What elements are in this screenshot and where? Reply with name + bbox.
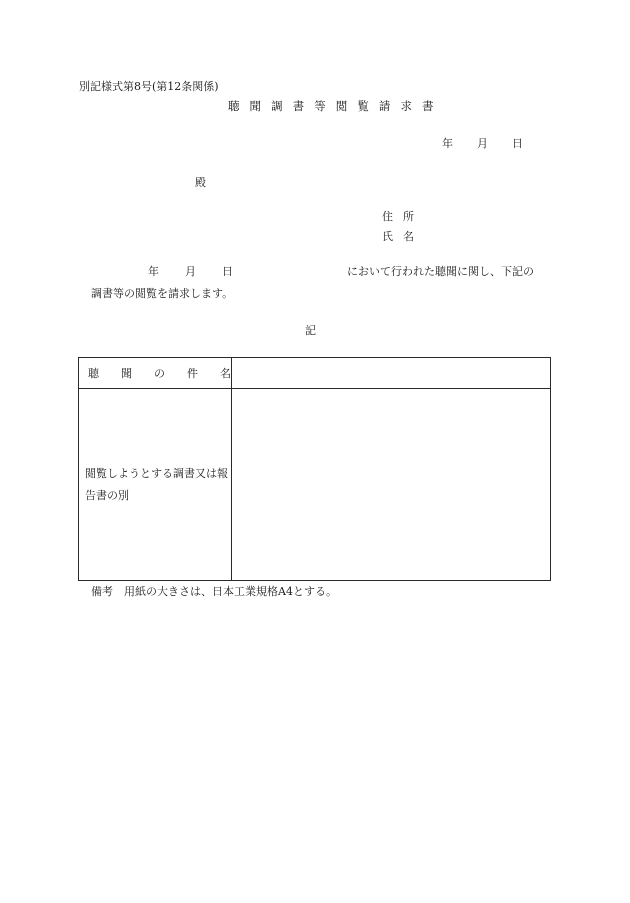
case-name-label-char-5: 名 <box>220 367 231 380</box>
address-label <box>382 211 414 222</box>
name-label-char-2: 名 <box>403 230 414 243</box>
address-label-char-1: 住 <box>382 210 393 223</box>
kind-label-cell <box>79 389 232 581</box>
case-name-label-cell <box>79 358 232 389</box>
year-label: 年 <box>442 137 453 150</box>
case-name-label-char-4: 件 <box>187 367 198 380</box>
remark-note: 備考 用紙の大きさは、日本工業規格A4とする。 <box>91 585 337 598</box>
body-line-2: 調書等の閲覧を請求します。 <box>91 287 234 300</box>
case-name-label-char-1: 聴 <box>88 367 99 380</box>
case-name-label <box>79 365 231 381</box>
case-name-label-char-3: の <box>154 367 165 380</box>
table-row <box>79 389 551 581</box>
case-name-field[interactable] <box>232 358 551 389</box>
kind-label: 閲覧しようとする調書又は報告書の別 <box>85 466 228 502</box>
body-line-1-text: において行われた聴聞に関し、下記の <box>347 265 534 278</box>
hearing-day-label: 日 <box>222 265 233 278</box>
request-date <box>442 138 523 149</box>
kind-field[interactable] <box>232 389 551 581</box>
addressee-honorific: 殿 <box>195 176 206 189</box>
hearing-month-label: 月 <box>185 265 196 278</box>
form-number: 別記様式第8号(第12条関係) <box>79 80 219 93</box>
case-name-label-char-2: 聞 <box>121 367 132 380</box>
hearing-year-label: 年 <box>148 265 159 278</box>
document-title: 聴 聞 調 書 等 閲 覧 請 求 書 <box>228 99 437 113</box>
ki-heading: 記 <box>305 324 316 337</box>
name-label <box>382 231 414 242</box>
request-table <box>78 357 551 581</box>
address-label-char-2: 所 <box>403 210 414 223</box>
day-label: 日 <box>512 137 523 150</box>
name-label-char-1: 氏 <box>382 230 393 243</box>
month-label: 月 <box>477 137 488 150</box>
table-row <box>79 358 551 389</box>
